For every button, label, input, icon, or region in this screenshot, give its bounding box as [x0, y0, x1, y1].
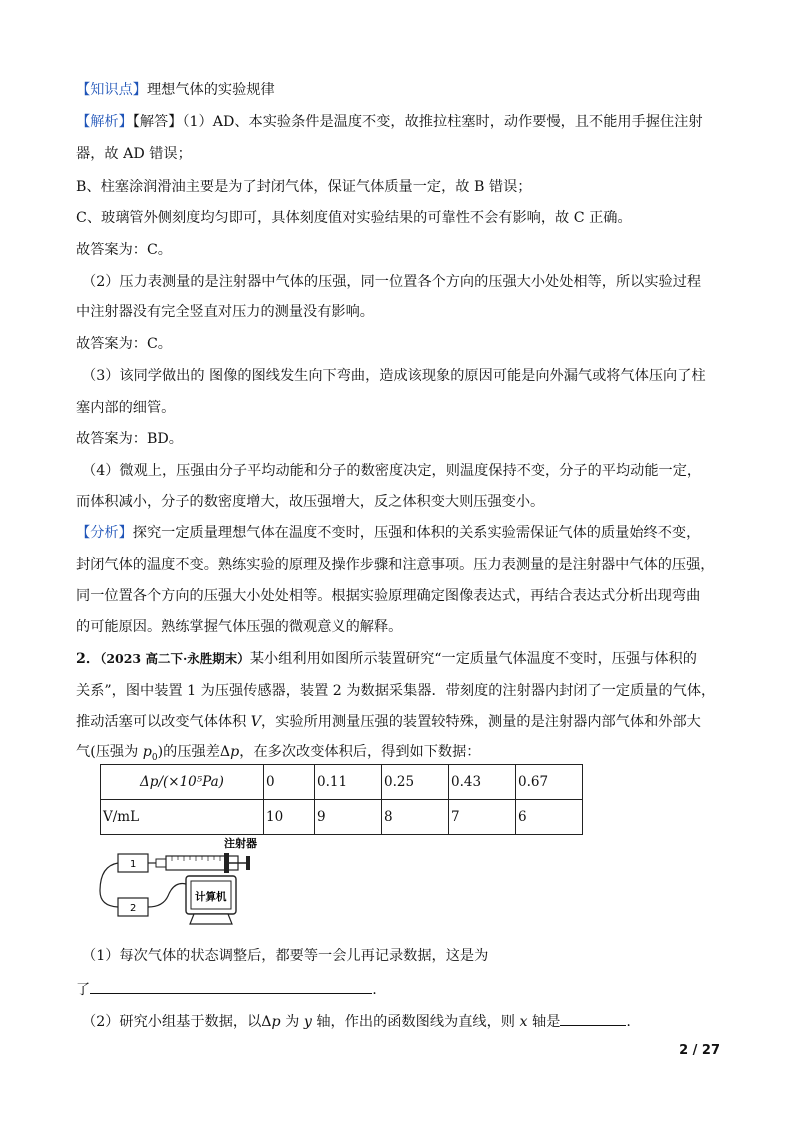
knowledge-point-line: [76, 80, 720, 100]
answer-tag: 【解答】: [132, 114, 183, 130]
fenxi-line-3: 同一位置各个方向的压强大小处处相等。根据实验原理确定图像表达式，再结合表达式分析出现弯曲: [76, 588, 701, 604]
fenxi-line-4: 的可能原因。熟练掌握气体压强的微观意义的解释。: [76, 619, 403, 635]
table-cell: 0.43: [449, 765, 516, 800]
table-cell: 6: [516, 800, 583, 835]
table-cell: 9: [315, 800, 382, 835]
fenxi-text: 探究一定质量理想气体在温度不变时，压强和体积的关系实验需保证气体的质量始终不变，: [132, 525, 701, 541]
q2-text-c: 气(压强为: [76, 744, 143, 760]
table-header-cell: Δp/(×10⁵Pa): [101, 765, 264, 800]
table-row: [101, 800, 583, 835]
question-2-line-3: [76, 712, 720, 732]
sub2-y-symbol: y: [303, 1014, 312, 1030]
cable-1-2: [100, 863, 118, 907]
q2-text-d: )的压强差Δ: [157, 744, 231, 760]
table-cell: 0.25: [382, 765, 449, 800]
table-cell: 0.67: [516, 765, 583, 800]
table-cell: 0: [264, 765, 315, 800]
syringe-piston: [224, 853, 229, 873]
sub2-p-symbol: p: [271, 1014, 281, 1030]
analysis-line-10: 塞内部的细管。: [76, 400, 176, 416]
fenxi-line-1: [76, 523, 720, 543]
box-2-label: 2: [130, 903, 137, 914]
answer-blank-2[interactable]: [560, 1010, 626, 1026]
sub1-text: 了: [76, 982, 91, 998]
question-number: 2．: [76, 651, 101, 667]
sub2-text-d: 轴是: [527, 1014, 561, 1030]
knowledge-tag: 【知识点】: [76, 82, 147, 98]
table-cell: 7: [449, 800, 516, 835]
knowledge-text: 理想气体的实验规律: [146, 82, 275, 98]
question-text: 某小组利用如图所示装置研究“一定质量气体温度不变时，压强与体积的: [249, 651, 697, 667]
sub2-x-symbol: x: [519, 1014, 528, 1030]
analysis-line-11: 故答案为：BD。: [76, 431, 183, 447]
analysis-line-13: 而体积减小，分子的数密度增大，故压强增大，反之体积变大则压强变小。: [76, 494, 545, 510]
apparatus-diagram: [98, 836, 268, 936]
computer-label: 计算机: [195, 891, 227, 903]
analysis-line-4: C、玻璃管外侧刻度均匀即可，具体刻度值对实验结果的可靠性不会有影响，故 C 正确。: [76, 210, 632, 226]
table-row: [101, 765, 583, 800]
box-1-label: 1: [130, 859, 137, 870]
question-2-line-1: [76, 649, 720, 669]
syringe-label: 注射器: [224, 837, 257, 850]
sub2-text-c: 轴，作出的函数图线为直线，则: [311, 1014, 520, 1030]
table-header-cell: V/mL: [101, 800, 264, 835]
analysis-line-6: （2）压力表测量的是注射器中气体的压强，同一位置各个方向的压强大小处处相等，所以实验过程: [82, 274, 702, 290]
computer-base: [190, 914, 232, 924]
table-cell: 0.11: [315, 765, 382, 800]
analysis-line-5: 故答案为：C。: [76, 242, 172, 258]
analysis-line-1: [76, 112, 720, 132]
pressure-subscript: 0: [151, 752, 158, 763]
q2-text-b: ，实验所用测量压强的装置较特殊，测量的是注射器内部气体和外部大: [261, 714, 701, 730]
sub2-text-b: 为: [280, 1014, 304, 1030]
analysis-line-9: （3）该同学做出的 图像的图线发生向下弯曲，造成该现象的原因可能是向外漏气或将气体压向了柱: [82, 368, 706, 384]
analysis-line-7: 中注射器没有完全竖直对压力的测量没有影响。: [76, 304, 374, 320]
volume-symbol: V: [250, 714, 262, 730]
fenxi-line-2: 封闭气体的温度不变。熟练实验的原理及操作步骤和注意事项。压力表测量的是注射器中气体的压强，: [76, 557, 715, 573]
question-2-line-2: 关系”，图中装置 1 为压强传感器，装置 2 为数据采集器．带刻度的注射器内封闭了一定质量的气体，: [76, 683, 716, 699]
delta-p-symbol: p: [230, 744, 240, 760]
sub-question-1-line-2: [76, 978, 720, 1000]
syringe-nozzle: [156, 859, 166, 867]
analysis-line-2: 器，故 AD 错误；: [76, 146, 192, 162]
analysis-line-8: 故答案为：C。: [76, 336, 172, 352]
sub2-period: .: [626, 1014, 631, 1030]
table-cell: 10: [264, 800, 315, 835]
q2-text-a: 推动活塞可以改变气体体积: [76, 714, 251, 730]
sub-question-1-line-1: （1）每次气体的状态调整后，都要等一会儿再记录数据，这是为: [82, 948, 489, 964]
plunger-handle: [246, 856, 250, 870]
table-cell: 8: [382, 800, 449, 835]
cable-2-computer: [148, 884, 186, 908]
page-number: 2 / 27: [679, 1043, 720, 1058]
analysis-tag: 【解析】: [76, 114, 133, 130]
analysis-line-3: B、柱塞涂润滑油主要是为了封闭气体，保证气体质量一定，故 B 错误；: [76, 179, 532, 195]
pressure-symbol: p: [142, 744, 152, 760]
sub1-period: .: [372, 982, 377, 998]
analysis-text: （1）AD、本实验条件是温度不变，故推拉柱塞时，动作要慢，且不能用手握住注射: [182, 114, 703, 130]
data-table: [100, 764, 583, 835]
fenxi-tag: 【分析】: [76, 525, 133, 541]
analysis-line-12: （4）微观上，压强由分子平均动能和分子的数密度决定，则温度保持不变，分子的平均动能一定，: [82, 463, 702, 479]
sub-question-2-line: [82, 1010, 720, 1032]
question-source: （2023 高二下·永胜期末）: [100, 651, 250, 666]
answer-blank-1[interactable]: [90, 978, 372, 994]
sub2-text-a: （2）研究小组基于数据，以Δ: [82, 1014, 272, 1030]
q2-text-e: ，在多次改变体积后，得到如下数据：: [239, 744, 481, 760]
